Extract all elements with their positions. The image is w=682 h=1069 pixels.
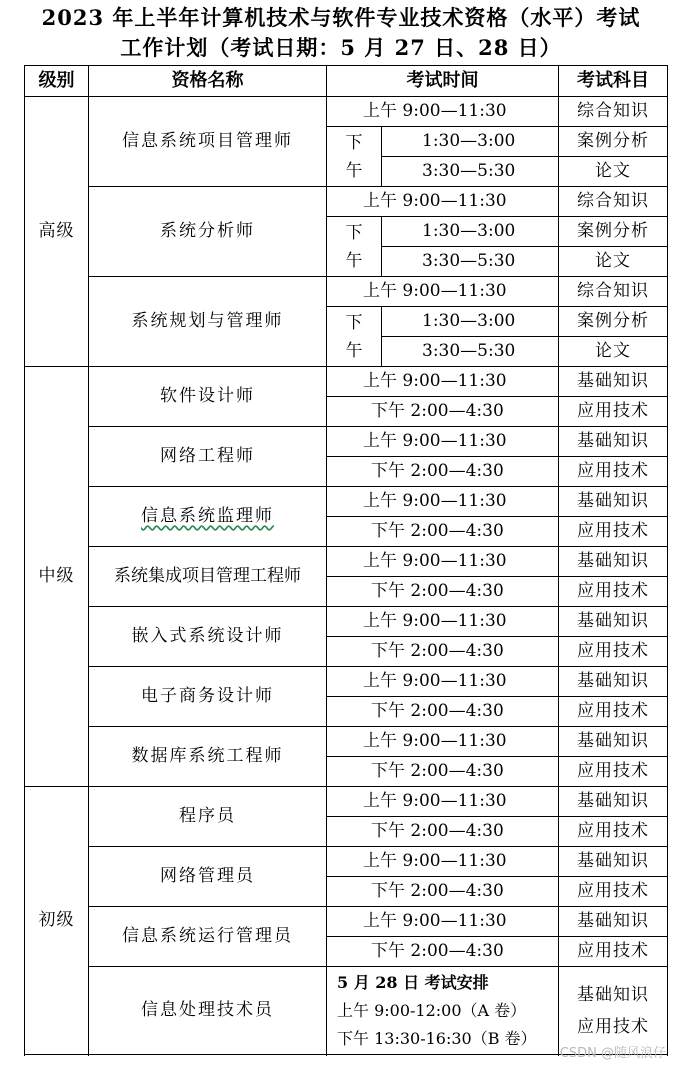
exam-time-pm: 下午 2:00—4:30 — [327, 457, 559, 487]
exam-time-am: 上午 9:00—11:30 — [327, 667, 559, 697]
exam-subject: 案例分析 — [559, 217, 668, 247]
exam-time-pm: 3:30—5:30 — [382, 247, 559, 277]
qualification-name-text: 信息系统监理师 — [141, 506, 274, 526]
exam-time-am: 上午 9:00—11:30 — [327, 607, 559, 637]
level-junior: 初级 — [25, 787, 89, 1055]
exam-subject: 应用技术 — [559, 937, 668, 967]
header-name: 资格名称 — [89, 66, 327, 97]
exam-subject: 基础知识 — [559, 607, 668, 637]
qualification-name: 信息系统运行管理员 — [89, 907, 327, 967]
header-subject: 考试科目 — [559, 66, 668, 97]
exam-time-am: 上午 9:00—11:30 — [327, 787, 559, 817]
pm-label-top: 下 — [345, 222, 363, 243]
qualification-name: 软件设计师 — [89, 367, 327, 427]
exam-subject: 综合知识 — [559, 277, 668, 307]
qualification-name — [89, 487, 327, 547]
exam-time-pm: 下午 2:00—4:30 — [327, 697, 559, 727]
exam-subject: 案例分析 — [559, 307, 668, 337]
exam-time-am: 上午 9:00—11:30 — [327, 487, 559, 517]
exam-time-am: 上午 9:00—11:30 — [327, 547, 559, 577]
table-row — [25, 907, 668, 937]
exam-time-pm: 1:30—3:00 — [382, 127, 559, 157]
exam-time-pm: 下午 2:00—4:30 — [327, 817, 559, 847]
exam-time-am: 上午 9:00—11:30 — [327, 847, 559, 877]
table-row — [25, 607, 668, 637]
exam-time-pm: 下午 2:00—4:30 — [327, 637, 559, 667]
level-senior: 高级 — [25, 97, 89, 367]
exam-subject: 应用技术 — [559, 577, 668, 607]
table-row — [25, 277, 668, 307]
qualification-name: 网络工程师 — [89, 427, 327, 487]
exam-subject: 应用技术 — [559, 457, 668, 487]
pm-label-top: 下 — [345, 132, 363, 153]
document-title-line1: 2023 年上半年计算机技术与软件专业技术资格（水平）考试 — [41, 5, 641, 30]
table-row — [25, 727, 668, 757]
table-row — [25, 487, 668, 517]
qualification-name: 嵌入式系统设计师 — [89, 607, 327, 667]
exam-subject: 应用技术 — [559, 397, 668, 427]
header-time: 考试时间 — [327, 66, 559, 97]
exam-subject: 应用技术 — [559, 517, 668, 547]
table-row — [25, 667, 668, 697]
exam-subject: 综合知识 — [559, 187, 668, 217]
exam-subject: 综合知识 — [559, 97, 668, 127]
level-middle: 中级 — [25, 367, 89, 787]
exam-subject: 基础知识 — [559, 787, 668, 817]
qualification-name: 系统分析师 — [89, 187, 327, 277]
pm-label-bottom: 午 — [345, 160, 363, 181]
exam-subject: 基础知识 — [559, 487, 668, 517]
pm-label-bottom: 午 — [345, 250, 363, 271]
exam-subject: 基础知识 — [559, 907, 668, 937]
exam-time-pm: 下午 2:00—4:30 — [327, 517, 559, 547]
exam-time-am: 上午 9:00—11:30 — [327, 907, 559, 937]
exam-subject: 应用技术 — [559, 637, 668, 667]
pm-label-bottom: 午 — [345, 340, 363, 361]
exam-time-pm: 下午 2:00—4:30 — [327, 577, 559, 607]
special-schedule-title: 5 月 28 日 考试安排 — [337, 972, 489, 992]
exam-schedule-table — [24, 65, 668, 1055]
exam-subject: 案例分析 — [559, 127, 668, 157]
exam-time-am: 上午 9:00—11:30 — [327, 367, 559, 397]
qualification-name: 程序员 — [89, 787, 327, 847]
exam-time-am: 上午 9:00—11:30 — [327, 97, 559, 127]
table-row — [25, 427, 668, 457]
special-schedule — [327, 967, 559, 1055]
exam-subject: 基础知识 — [559, 727, 668, 757]
exam-subject: 论文 — [559, 247, 668, 277]
header-level: 级别 — [25, 66, 89, 97]
exam-time-pm: 下午 2:00—4:30 — [327, 757, 559, 787]
exam-subject: 基础知识 — [559, 547, 668, 577]
table-row — [25, 97, 668, 127]
watermark: CSDN @随风浪仔 — [559, 1046, 666, 1061]
table-row — [25, 787, 668, 817]
exam-time-pm: 下午 2:00—4:30 — [327, 877, 559, 907]
special-schedule-pm: 下午 13:30-16:30（B 卷） — [337, 1028, 537, 1048]
qualification-name: 数据库系统工程师 — [89, 727, 327, 787]
qualification-name: 电子商务设计师 — [89, 667, 327, 727]
exam-subject: 应用技术 — [577, 1016, 649, 1037]
exam-subject: 基础知识 — [577, 984, 649, 1005]
exam-subject: 基础知识 — [559, 847, 668, 877]
pm-label — [327, 127, 382, 187]
exam-time-am: 上午 9:00—11:30 — [327, 427, 559, 457]
table-row — [25, 367, 668, 397]
exam-time-pm: 下午 2:00—4:30 — [327, 397, 559, 427]
table-row — [25, 187, 668, 217]
exam-time-am: 上午 9:00—11:30 — [327, 727, 559, 757]
exam-subject: 基础知识 — [559, 667, 668, 697]
exam-subject: 论文 — [559, 337, 668, 367]
exam-time-am: 上午 9:00—11:30 — [327, 187, 559, 217]
exam-time-pm: 1:30—3:00 — [382, 217, 559, 247]
pm-label — [327, 217, 382, 277]
qualification-name: 信息系统项目管理师 — [89, 97, 327, 187]
exam-subject: 论文 — [559, 157, 668, 187]
exam-time-pm: 1:30—3:00 — [382, 307, 559, 337]
qualification-name: 系统集成项目管理工程师 — [89, 547, 327, 607]
qualification-name: 系统规划与管理师 — [89, 277, 327, 367]
exam-subject: 应用技术 — [559, 757, 668, 787]
table-row — [25, 547, 668, 577]
exam-subject: 基础知识 — [559, 427, 668, 457]
exam-subject: 应用技术 — [559, 877, 668, 907]
exam-subject: 应用技术 — [559, 817, 668, 847]
qualification-name: 信息处理技术员 — [89, 967, 327, 1055]
special-schedule-am: 上午 9:00-12:00（A 卷） — [337, 1000, 527, 1020]
exam-time-pm: 3:30—5:30 — [382, 337, 559, 367]
exam-subject: 应用技术 — [559, 697, 668, 727]
table-header-row — [25, 66, 668, 97]
exam-subject: 基础知识 — [559, 367, 668, 397]
document-title-line2: 工作计划（考试日期：5 月 27 日、28 日） — [120, 35, 562, 60]
pm-label — [327, 307, 382, 367]
pm-label-top: 下 — [345, 312, 363, 333]
qualification-name: 网络管理员 — [89, 847, 327, 907]
exam-time-pm: 下午 2:00—4:30 — [327, 937, 559, 967]
table-row — [25, 847, 668, 877]
exam-time-am: 上午 9:00—11:30 — [327, 277, 559, 307]
exam-time-pm: 3:30—5:30 — [382, 157, 559, 187]
